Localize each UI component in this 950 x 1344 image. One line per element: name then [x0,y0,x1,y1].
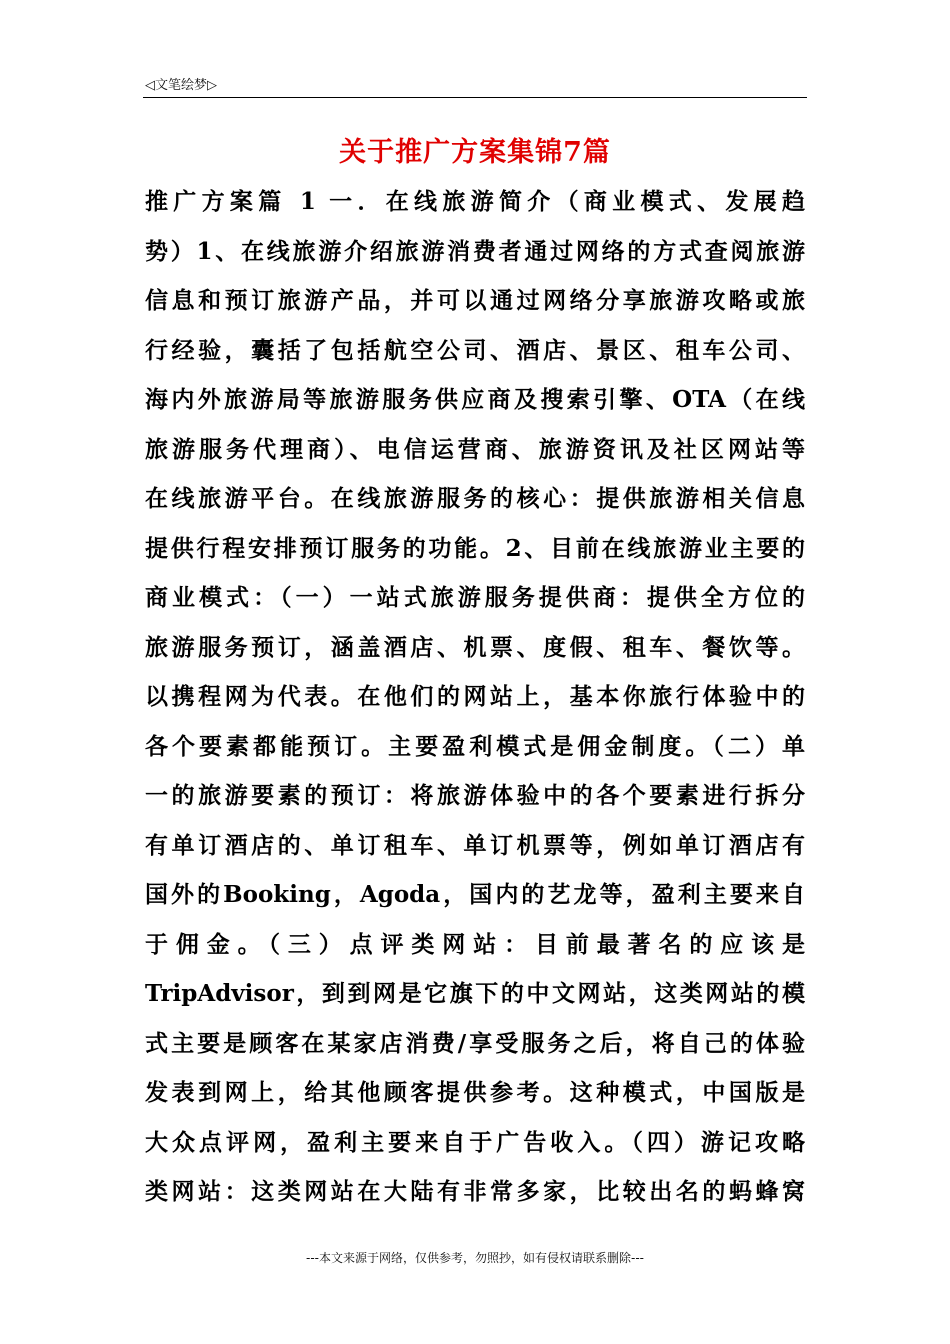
body-line: 势）1、在线旅游介绍旅游消费者通过网络的方式查阅旅游 [145,237,805,265]
body-line: 类网站：这类网站在大陆有非常多家，比较出名的蚂蜂窝 [145,1178,805,1205]
body-line: 推广方案篇 1 一．在线旅游简介（商业模式、发展趋 [145,188,805,215]
body-line: 旅游服务代理商）、电信运营商、旅游资讯及社区网站等 [145,435,805,463]
document-title: 关于推广方案集锦7篇 [339,137,611,168]
body-line: 信息和预订旅游产品，并可以通过网络分享旅游攻略或旅 [145,287,805,314]
body-line: 行经验，囊括了包括航空公司、酒店、景区、租车公司、 [145,336,805,364]
body-line: TripAdvisor，到到网是它旗下的中文网站，这类网站的模 [145,980,805,1007]
body-line: 以携程网为代表。在他们的网站上，基本你旅行体验中的 [145,683,805,710]
body-line: 大众点评网，盈利主要来自于广告收入。（四）游记攻略 [145,1128,805,1156]
body-line: 国外的Booking，Agoda，国内的艺龙等，盈利主要来自 [145,881,805,908]
page-header: ◁文笔绘梦▷ [145,78,217,93]
body-line: 旅游服务预订，涵盖酒店、机票、度假、租车、餐饮等。 [145,633,805,661]
body-line: 一的旅游要素的预订：将旅游体验中的各个要素进行拆分 [145,782,805,809]
body-line: 海内外旅游局等旅游服务供应商及搜索引擎、OTA（在线 [145,386,805,413]
body-line: 提供行程安排预订服务的功能。2、目前在线旅游业主要的 [145,534,805,562]
page-footer: ---本文来源于网络，仅供参考，勿照抄，如有侵权请联系删除--- [306,1251,644,1265]
document-body [145,177,805,1217]
body-line: 有单订酒店的、单订租车、单订机票等，例如单订酒店有 [145,831,805,859]
body-line: 于佣金。（三）点评类网站：目前最著名的应该是 [145,930,805,958]
body-line: 各个要素都能预订。主要盈利模式是佣金制度。（二）单 [145,732,805,760]
body-line: 式主要是顾客在某家店消费/享受服务之后，将自己的体验 [145,1029,805,1057]
body-line: 在线旅游平台。在线旅游服务的核心：提供旅游相关信息 [145,485,805,512]
header-rule [143,97,807,98]
body-line: 商业模式：（一）一站式旅游服务提供商：提供全方位的 [145,584,805,611]
body-line: 发表到网上，给其他顾客提供参考。这种模式，中国版是 [145,1079,805,1106]
